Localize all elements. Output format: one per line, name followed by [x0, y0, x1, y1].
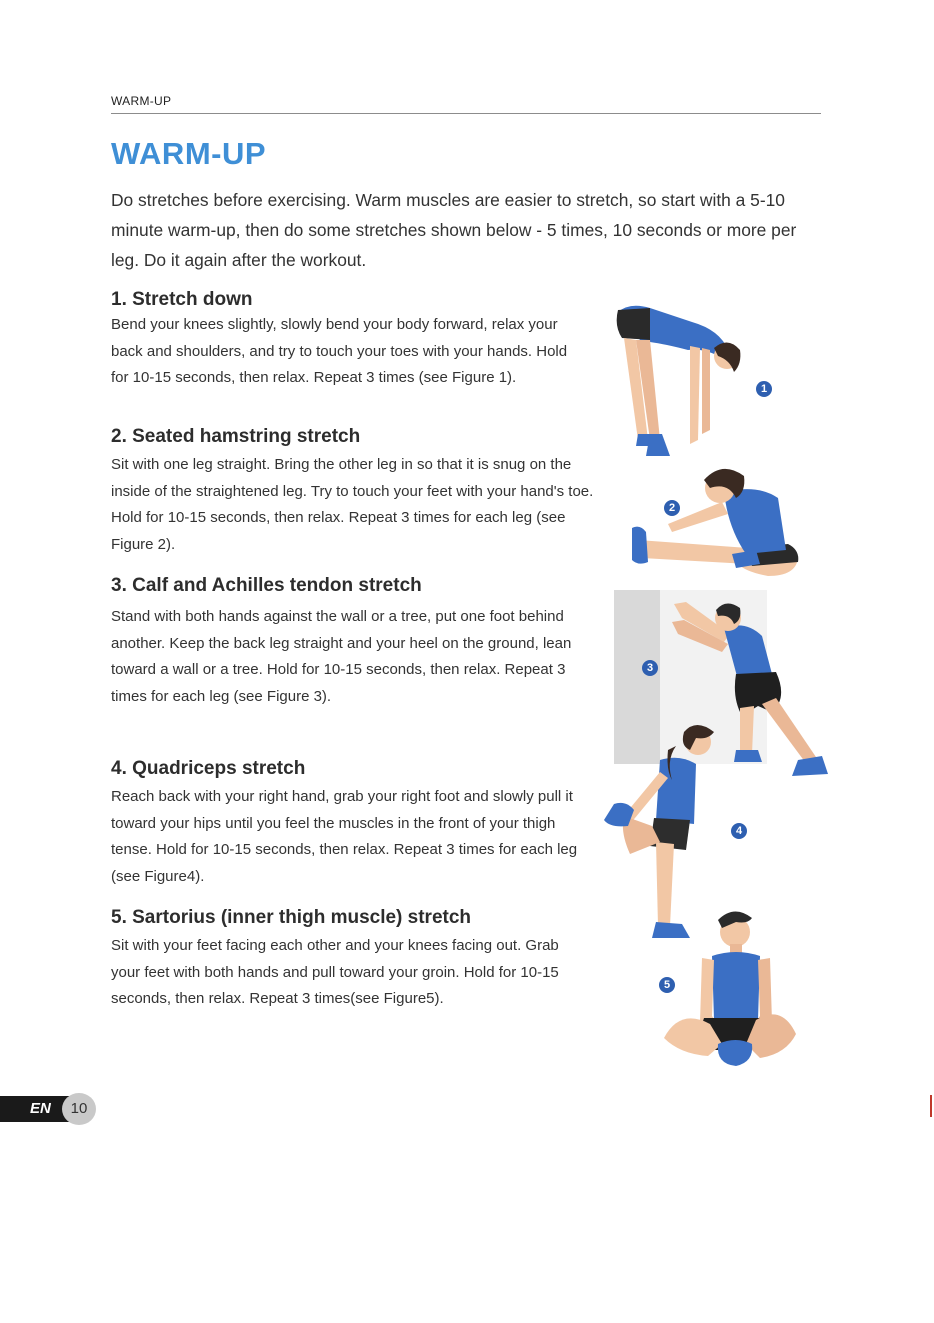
- header-rule: [111, 113, 821, 114]
- section-title-5: 5. Sartorius (inner thigh muscle) stretch: [111, 907, 472, 928]
- section-body-5: Sit with your feet facing each other and your knees facing out. Grab your feet with both hands and pull toward your groin. Hold for 10-15 seconds, then relax. Repeat 3 times(see Figure5).: [111, 937, 559, 1007]
- figure-4-badge: 4: [731, 823, 747, 839]
- figure-5-badge: 5: [659, 977, 675, 993]
- section-body-4: Reach back with your right hand, grab your right foot and slowly pull it toward your hips until you feel the muscles in the front of your thigh tense. Hold for 10-15 seconds, then relax. Repeat 3 times for each leg (see Figure4).: [111, 788, 578, 885]
- section-title-1: 1. Stretch down: [111, 289, 253, 310]
- page-title: WARM-UP: [111, 136, 267, 171]
- figure-2-illustration: [628, 458, 808, 584]
- running-header: WARM-UP: [111, 94, 172, 108]
- section-title-3: 3. Calf and Achilles tendon stretch: [111, 575, 422, 596]
- section-title-2: 2. Seated hamstring stretch: [111, 426, 361, 447]
- figure-1-badge: 1: [756, 381, 772, 397]
- section-body-3: Stand with both hands against the wall or a tree, put one foot behind another. Keep the back leg straight and your heel on the ground, lean toward a wall or a tree. Hold for 10-15 seconds, then relax. Repeat 3 times for each leg (see Figure 3).: [111, 608, 572, 705]
- edge-mark: [930, 1095, 932, 1117]
- section-body-1: Bend your knees slightly, slowly bend your body forward, relax your back and shoulders, and try to touch your toes with your hands. Hold for 10-15 seconds, then relax. Repeat 3 times (see Figure 1).: [111, 316, 568, 386]
- section-body-2: Sit with one leg straight. Bring the other leg in so that it is snug on the inside of the straightened leg. Try to touch your feet with your hand's toe. Hold for 10-15 seconds, then relax. Repeat 3 times for each leg (see Figure 2).: [111, 456, 594, 553]
- language-label: EN: [30, 1100, 51, 1117]
- figure-3-badge: 3: [642, 660, 658, 676]
- figure-2-badge: 2: [664, 500, 680, 516]
- intro-paragraph: Do stretches before exercising. Warm muscles are easier to stretch, so start with a 5-10 minute warm-up, then do some stretches shown below - 5 times, 10 seconds or more per leg. Do it again after the workout.: [111, 190, 797, 270]
- page-number: 10: [62, 1093, 96, 1125]
- section-title-4: 4. Quadriceps stretch: [111, 758, 306, 779]
- figure-5-illustration: [660, 904, 800, 1070]
- figure-1-illustration: [610, 300, 750, 465]
